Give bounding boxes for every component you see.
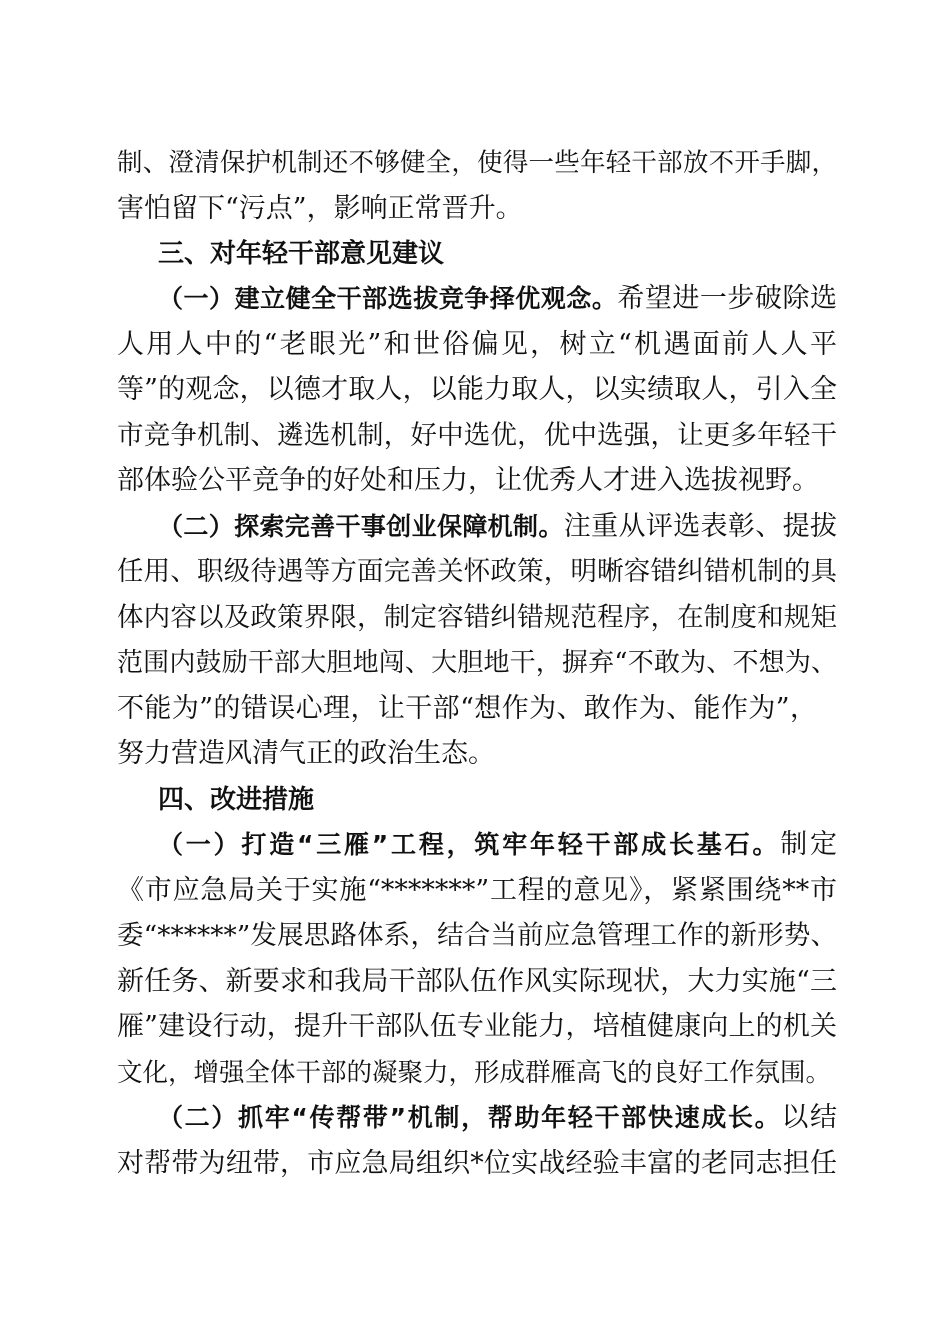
paragraph-line bbox=[158, 509, 837, 545]
paragraph-line: 等”的观念，以德才取人，以能力取人，以实绩取人，引入全 bbox=[117, 374, 837, 405]
paragraph-text: 希望进一步破除选 bbox=[617, 283, 837, 314]
paragraph-line bbox=[158, 827, 837, 863]
paragraph-lead: （一）建立健全干部选拔竞争择优观念。 bbox=[158, 284, 618, 313]
paragraph-line bbox=[158, 1100, 837, 1136]
paragraph-text: 以结 bbox=[781, 1102, 837, 1133]
section-heading-4: 四、改进措施 bbox=[158, 785, 315, 815]
paragraph-line: 范围内鼓励干部大胆地闯、大胆地干，摒弃“不敢为、不想为、 bbox=[117, 648, 837, 678]
paragraph-line: 市竞争机制、遴选机制，好中选优，优中选强，让更多年轻干 bbox=[117, 420, 837, 451]
paragraph-line: 任用、职级待遇等方面完善关怀政策，明晰容错纠错机制的具 bbox=[117, 556, 837, 587]
paragraph-line: 努力营造风清气正的政治生态。 bbox=[117, 738, 495, 769]
paragraph-line: 新任务、新要求和我局干部队伍作风实际现状，大力实施“三 bbox=[117, 966, 837, 997]
paragraph-line: 制、澄清保护机制还不够健全，使得一些年轻干部放不开手脚， bbox=[117, 148, 837, 178]
paragraph-line: 害怕留下“污点”，影响正常晋升。 bbox=[117, 193, 523, 224]
paragraph-line: 体内容以及政策界限，制定容错纠错规范程序，在制度和规矩 bbox=[117, 602, 837, 633]
paragraph-line bbox=[158, 281, 837, 317]
paragraph-lead: （一）打造“三雁”工程，筑牢年轻干部成长基石。 bbox=[158, 830, 781, 859]
paragraph-lead: （二）抓牢“传帮带”机制，帮助年轻干部快速成长。 bbox=[158, 1103, 782, 1132]
paragraph-line: 文化，增强全体干部的凝聚力，形成群雁高飞的良好工作氛围。 bbox=[117, 1058, 832, 1088]
paragraph-line: 对帮带为纽带，市应急局组织*位实战经验丰富的老同志担任 bbox=[117, 1148, 837, 1179]
paragraph-line: 雁”建设行动，提升干部队伍专业能力，培植健康向上的机关 bbox=[117, 1011, 837, 1042]
paragraph-line: 部体验公平竞争的好处和压力，让优秀人才进入选拔视野。 bbox=[117, 465, 819, 496]
paragraph-text: 制定 bbox=[780, 829, 837, 860]
paragraph-lead: （二）探索完善干事创业保障机制。 bbox=[158, 512, 564, 541]
paragraph-line: 《市应急局关于实施“*******”工程的意见》，紧紧围绕**市 bbox=[117, 875, 837, 906]
paragraph-line: 委“******”发展思路体系，结合当前应急管理工作的新形势、 bbox=[117, 920, 837, 951]
paragraph-line: 人用人中的“老眼光”和世俗偏见，树立“机遇面前人人平 bbox=[117, 329, 837, 360]
section-heading-3: 三、对年轻干部意见建议 bbox=[158, 239, 445, 269]
paragraph-text: 注重从评选表彰、提拔 bbox=[563, 511, 837, 542]
paragraph-line: 不能为”的错误心理，让干部“想作为、敢作为、能作为”， bbox=[117, 693, 817, 724]
